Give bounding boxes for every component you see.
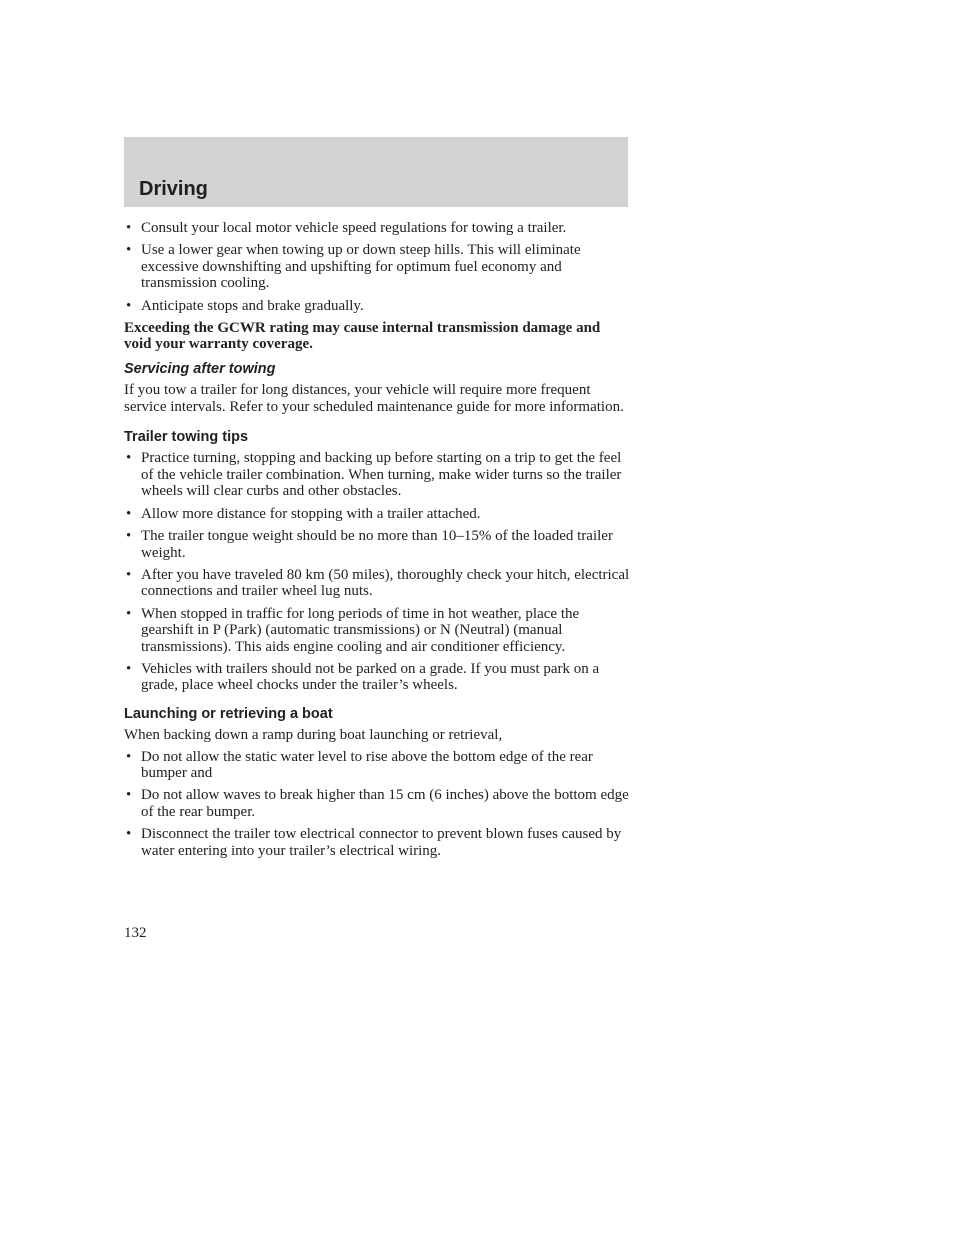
page-content: [124, 220, 630, 865]
list-item: • When stopped in traffic for long periods of time in hot weather, place the gearshift in P (Park) (automatic transmissions) or N (Neutral) (manual transmissions). This aids engine cooling and air conditioner efficiency.: [124, 606, 630, 655]
servicing-heading: Servicing after towing: [124, 360, 276, 377]
list-item: • Disconnect the trailer tow electrical connector to prevent blown fuses caused by water entering into your trailer’s electrical wiring.: [124, 826, 630, 859]
section-header-band: [124, 137, 628, 207]
boat-list: [124, 749, 630, 859]
list-item: • Practice turning, stopping and backing up before starting on a trip to get the feel of the vehicle trailer combination. When turning, make wider turns so the trailer wheels will clear curbs and other obstacles.: [124, 450, 630, 499]
trailer-tips-heading: Trailer towing tips: [124, 429, 249, 446]
page-number: 132: [124, 925, 147, 941]
section-title: Driving: [139, 178, 208, 200]
boat-heading: Launching or retrieving a boat: [124, 705, 333, 722]
gcwr-warning: Exceeding the GCWR rating may cause internal transmission damage and void your warranty coverage.: [124, 320, 601, 353]
list-item: • Use a lower gear when towing up or down steep hills. This will eliminate excessive downshifting and upshifting for optimum fuel economy and transmission cooling.: [124, 242, 630, 291]
servicing-paragraph: If you tow a trailer for long distances, your vehicle will require more frequent service intervals. Refer to your scheduled maintenance guide for more information.: [124, 382, 624, 415]
list-item: • Vehicles with trailers should not be parked on a grade. If you must park on a grade, place wheel chocks under the trailer’s wheels.: [124, 661, 630, 694]
list-item: • The trailer tongue weight should be no more than 10–15% of the loaded trailer weight.: [124, 528, 630, 561]
list-item: • Do not allow the static water level to rise above the bottom edge of the rear bumper and: [124, 749, 630, 782]
trailer-tips-list: [124, 450, 630, 693]
boat-intro: When backing down a ramp during boat launching or retrieval,: [124, 727, 503, 744]
list-item: • Anticipate stops and brake gradually.: [124, 298, 630, 314]
towing-speed-list: [124, 220, 630, 314]
list-item: • After you have traveled 80 km (50 miles), thoroughly check your hitch, electrical connections and trailer wheel lug nuts.: [124, 567, 630, 600]
list-item: • Allow more distance for stopping with a trailer attached.: [124, 506, 630, 522]
list-item: • Consult your local motor vehicle speed regulations for towing a trailer.: [124, 220, 630, 236]
list-item: • Do not allow waves to break higher than 15 cm (6 inches) above the bottom edge of the rear bumper.: [124, 787, 630, 820]
